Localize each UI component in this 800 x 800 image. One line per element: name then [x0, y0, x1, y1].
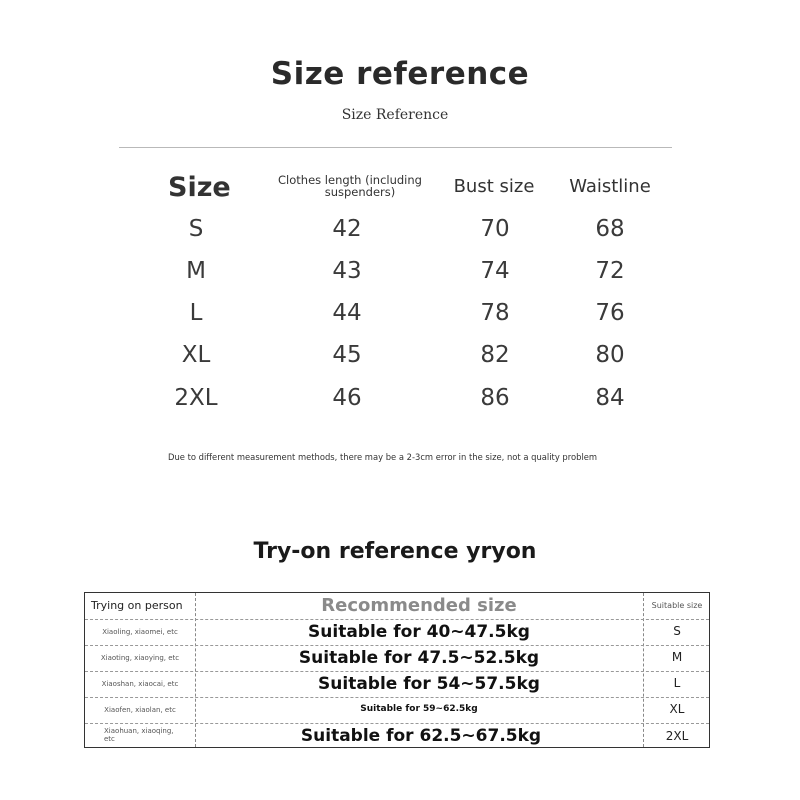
bust-cell: 74 [480, 258, 510, 284]
length-cell: 42 [332, 216, 362, 242]
tryon-person: Xiaoting, xiaoying, etc [100, 654, 180, 662]
tryon-recommendation: Suitable for 59~62.5kg [360, 704, 478, 714]
tryon-person-line1: Xiaohuan, xiaoqing, [104, 727, 174, 735]
size-row [0, 256, 800, 290]
row-divider [85, 671, 709, 672]
row-divider [85, 619, 709, 620]
tryon-fit-size: S [673, 624, 681, 638]
tryon-recommendation: Suitable for 47.5~52.5kg [298, 648, 540, 668]
row-divider [85, 697, 709, 698]
tryon-fit-size: XL [669, 702, 685, 716]
size-row [0, 214, 800, 248]
tryon-recommendation: Suitable for 54~57.5kg [318, 674, 540, 694]
page-subtitle: Size Reference [341, 107, 449, 123]
tryon-recommendation: Suitable for 62.5~67.5kg [300, 726, 542, 746]
size-cell: XL [181, 342, 211, 368]
tryon-table [84, 592, 710, 748]
size-cell: 2XL [174, 385, 218, 411]
tryon-person: Xiaofen, xiaolan, etc [104, 706, 176, 714]
length-header-line1: Clothes length (including [278, 173, 422, 187]
row-divider [85, 723, 709, 724]
length-cell: 46 [332, 385, 362, 411]
bust-cell: 86 [480, 385, 510, 411]
tryon-person-line2: etc [104, 735, 115, 743]
size-column-header: Size [168, 172, 231, 203]
tryon-fit-size: 2XL [665, 729, 689, 743]
waist-column-header: Waistline [569, 176, 651, 197]
bust-column-header: Bust size [453, 176, 535, 197]
tryon-title: Try-on reference yryon [253, 539, 537, 564]
person-column-header: Trying on person [91, 599, 183, 612]
tryon-fit-size: L [673, 676, 681, 690]
waist-cell: 80 [595, 342, 625, 368]
waist-cell: 68 [595, 216, 625, 242]
size-cell: M [186, 258, 206, 284]
length-cell: 44 [332, 300, 362, 326]
size-row [0, 298, 800, 332]
size-row [0, 383, 800, 417]
bust-cell: 82 [480, 342, 510, 368]
length-column-header [262, 174, 438, 198]
row-divider [85, 645, 709, 646]
length-cell: 43 [332, 258, 362, 284]
tryon-person: Xiaoling, xiaomei, etc [102, 628, 178, 636]
waist-cell: 72 [595, 258, 625, 284]
length-header-line2: suspenders) [324, 185, 396, 199]
tryon-recommendation: Suitable for 40~47.5kg [308, 622, 530, 642]
waist-cell: 84 [595, 385, 625, 411]
page-title: Size reference [270, 56, 530, 92]
suitable-column-header: Suitable size [651, 601, 703, 610]
bust-cell: 78 [480, 300, 510, 326]
waist-cell: 76 [595, 300, 625, 326]
size-cell: S [188, 216, 204, 242]
length-cell: 45 [332, 342, 362, 368]
tryon-person: Xiaoshan, xiaocai, etc [101, 680, 179, 688]
measurement-note: Due to different measurement methods, there may be a 2-3cm error in the size, not a quality problem [168, 452, 598, 462]
size-cell: L [189, 300, 203, 326]
size-row [0, 340, 800, 374]
divider [119, 147, 672, 148]
recommended-column-header: Recommended size [321, 595, 517, 616]
tryon-fit-size: M [671, 650, 683, 664]
bust-cell: 70 [480, 216, 510, 242]
tryon-person [85, 727, 195, 743]
